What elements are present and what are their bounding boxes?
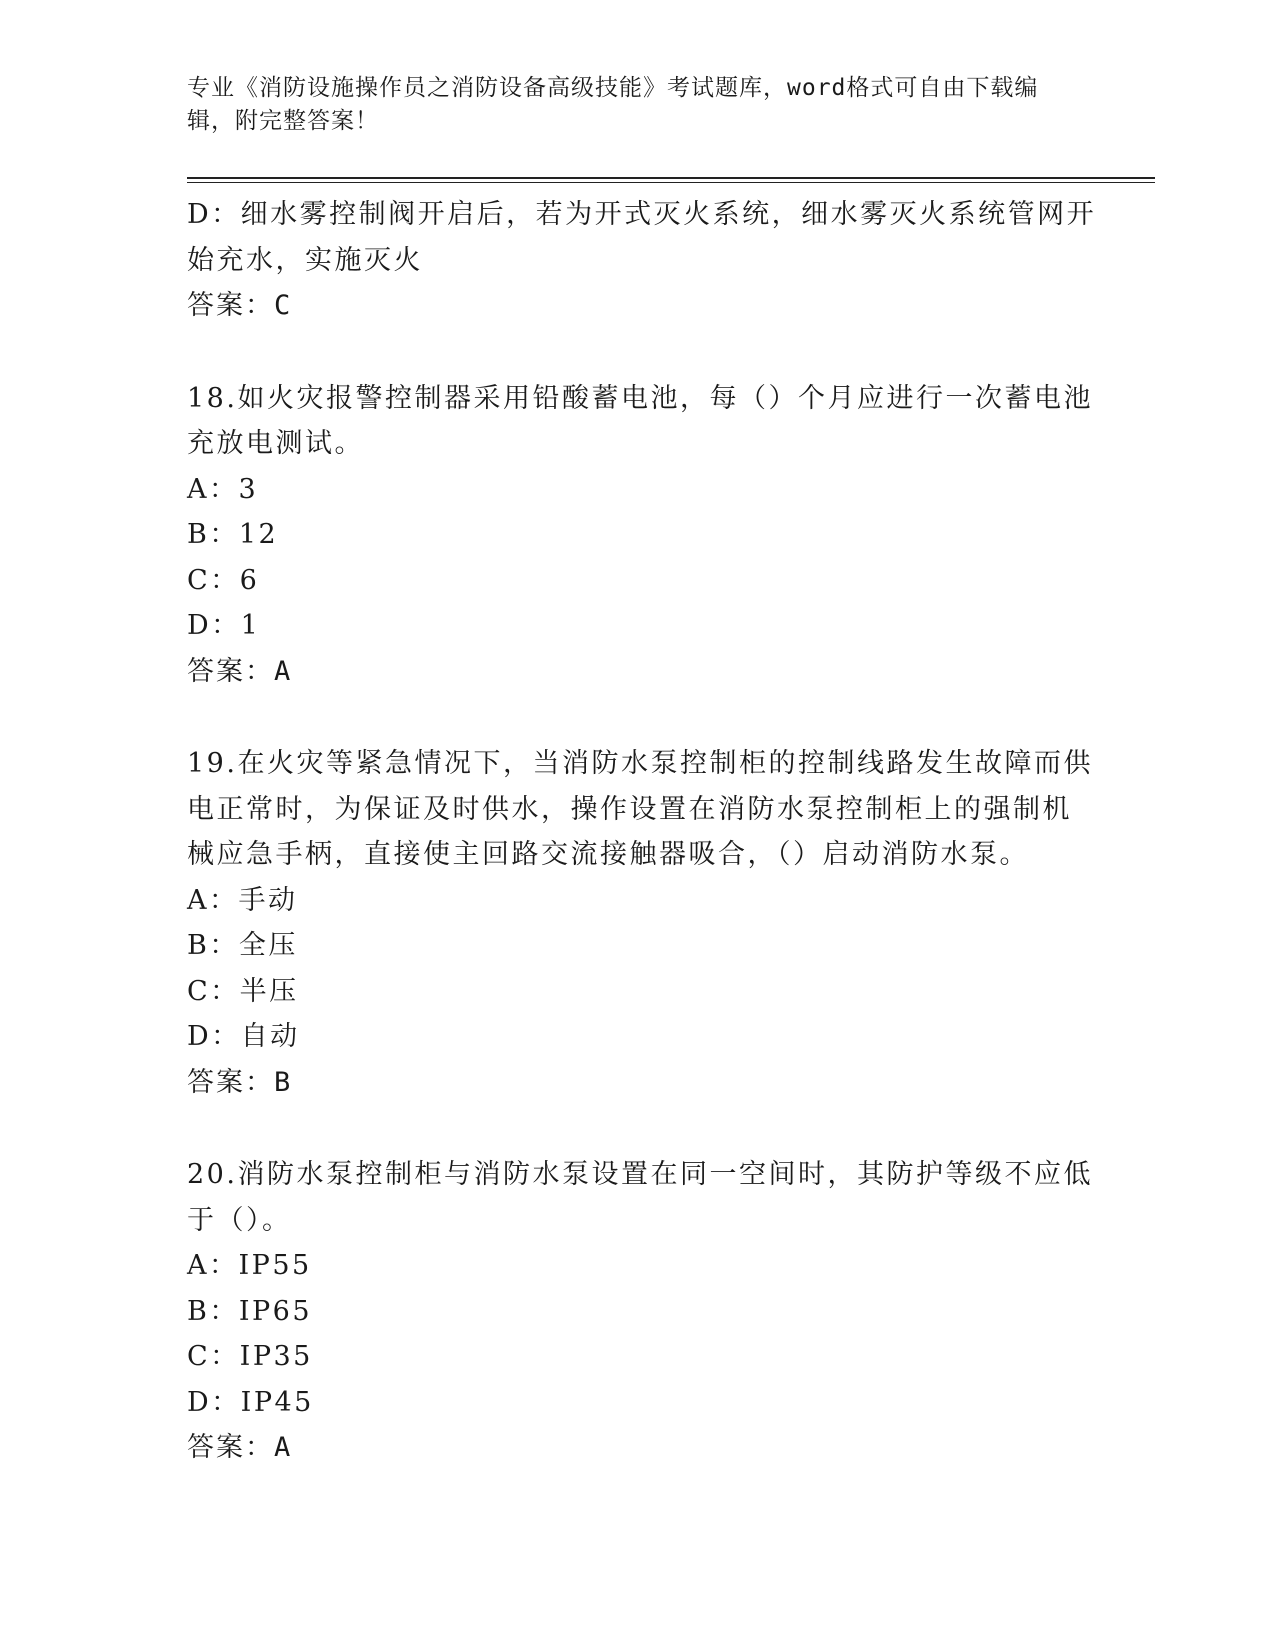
answer-value: A [274, 1432, 293, 1463]
answer-line [187, 1425, 1077, 1471]
question-stem-line: 20.消防水泵控制柜与消防水泵设置在同一空间时，其防护等级不应低 [187, 1159, 1093, 1190]
option-b: B：IP65 [187, 1295, 313, 1327]
question-20 [187, 1152, 1093, 1471]
question-19 [187, 741, 1093, 1105]
document-header [187, 72, 1067, 138]
header-rule-thick [187, 177, 1155, 179]
answer-label: 答案： [187, 290, 274, 321]
question-stem-line: 电正常时，为保证及时供水，操作设置在消防水泵控制柜上的强制机 [187, 793, 1072, 825]
question-stem-line: 充放电测试。 [187, 428, 364, 459]
answer-line [187, 283, 1077, 329]
option-d: D：1 [187, 610, 261, 641]
option-c: C：半压 [187, 975, 299, 1007]
answer-line [187, 1060, 1077, 1106]
header-line-1: 专业《消防设施操作员之消防设备高级技能》考试题库，word格式可自由下载编 [187, 75, 1039, 101]
option-line: D：细水雾控制阀开启后，若为开式灭火系统，细水雾灭火系统管网开 [187, 199, 1097, 230]
question-stem-line: 于（）。 [187, 1204, 292, 1236]
option-d: D：IP45 [187, 1386, 314, 1418]
option-b: B：12 [187, 519, 279, 550]
answer-label: 答案： [187, 655, 274, 687]
option-a: A：IP55 [187, 1250, 312, 1281]
answer-label: 答案： [187, 1432, 274, 1463]
answer-value: A [274, 655, 293, 687]
answer-line [187, 649, 1077, 695]
option-a: A：手动 [187, 884, 298, 916]
question-stem-line: 19.在火灾等紧急情况下，当消防水泵控制柜的控制线路发生故障而供 [187, 748, 1093, 779]
option-line: 始充水，实施灭火 [187, 244, 423, 276]
previous-question-tail [187, 192, 1097, 329]
option-b: B：全压 [187, 930, 298, 961]
header-rule-thin [187, 182, 1155, 183]
option-c: C：IP35 [187, 1341, 313, 1372]
header-line-2: 辑，附完整答案！ [187, 108, 379, 134]
document-body [187, 192, 1097, 1471]
option-d: D：自动 [187, 1021, 300, 1052]
question-stem-line: 械应急手柄，直接使主回路交流接触器吸合，（）启动消防水泵。 [187, 839, 1029, 870]
question-stem-line: 18.如火灾报警控制器采用铅酸蓄电池，每（）个月应进行一次蓄电池 [187, 382, 1093, 414]
answer-label: 答案： [187, 1066, 274, 1098]
option-a: A：3 [187, 473, 259, 505]
option-c: C：6 [187, 564, 260, 596]
question-18 [187, 376, 1093, 695]
answer-value: B [274, 1066, 293, 1098]
answer-value: C [274, 290, 293, 321]
